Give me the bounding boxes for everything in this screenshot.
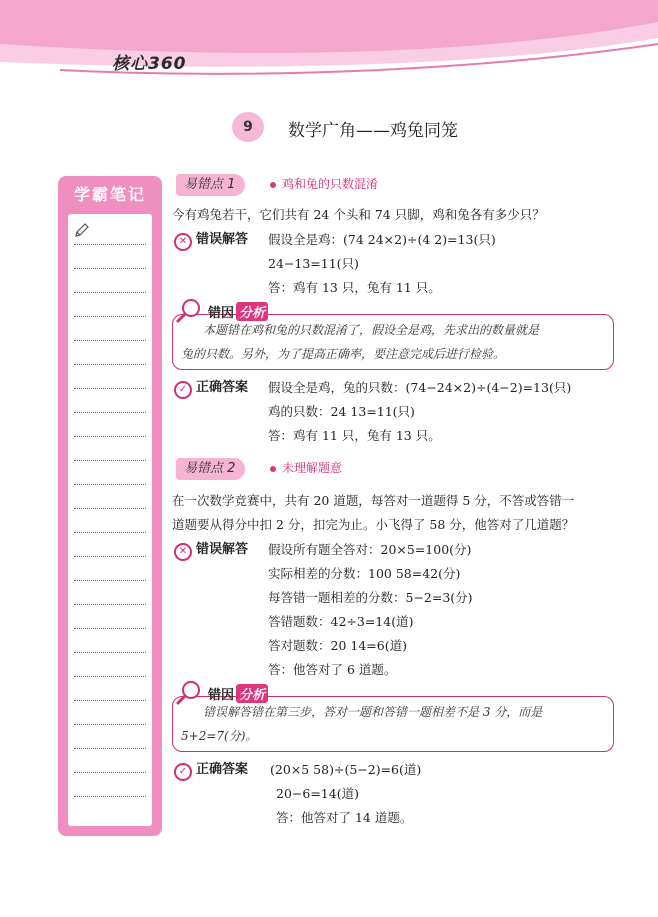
wrong-answer-line: 每答错一题相差的分数：5−2=3(分) [268,590,473,605]
notes-line [74,460,146,461]
notes-line [74,412,146,413]
notes-line [74,556,146,557]
error-point-tag: 易错点 2 [176,458,245,480]
correct-answer-line: 鸡的只数：24 13=11(只) [268,404,415,419]
wrong-answer-line: 答错题数：42÷3=14(道) [268,614,414,629]
cross-icon: ✕ [174,233,192,251]
correct-answer-line: 20−6=14(道) [276,786,359,801]
notes-sidebar [58,176,162,836]
notes-paper [68,214,152,826]
notes-line [74,436,146,437]
analysis-heading-highlight: 分析 [236,684,268,703]
notes-line [74,508,146,509]
correct-answer-label: 正确答案 [196,762,249,777]
analysis-line: 5+2=7(分)。 [181,729,258,743]
error-point-tag: 易错点 1 [176,174,245,196]
notes-line [74,724,146,725]
chapter-title: 数学广角——鸡兔同笼 [288,121,458,141]
error-analysis-box [172,696,614,752]
check-icon: ✓ [174,381,192,399]
notes-line [74,388,146,389]
question-text: 今有鸡兔若干，它们共有 24 个头和 74 只脚，鸡和兔各有多少只？ [172,207,545,222]
cross-icon: ✕ [174,543,192,561]
wrong-answer-line: 答：他答对了 6 道题。 [268,662,397,677]
wrong-answer-label: 错误解答 [196,232,249,247]
correct-answer-line: 答：鸡有 11 只，兔有 13 只。 [268,428,441,443]
notes-line [74,580,146,581]
page-header [0,0,658,88]
notes-line [74,676,146,677]
notes-line [74,340,146,341]
correct-answer-line: (20×5 58)÷(5−2)=6(道) [270,762,422,777]
question-text: 在一次数学竞赛中，共有 20 道题，每答对一道题得 5 分，不答或答错一 [172,493,575,508]
wrong-answer-line: 假设所有题全答对：20×5=100(分) [268,542,472,557]
pencil-icon [74,222,90,238]
notes-line [74,268,146,269]
magnifier-icon [176,680,204,706]
analysis-heading-text: 错因 [208,688,235,703]
notes-line [74,316,146,317]
notes-line [74,772,146,773]
wrong-answer-line: 假设全是鸡：(74 24×2)÷(4 2)=13(只) [268,232,496,247]
analysis-heading [208,684,268,703]
analysis-line: 兔的只数。另外，为了提高正确率，要注意完成后进行检验。 [181,347,506,361]
analysis-heading [208,302,268,321]
header-band [0,0,658,88]
correct-answer-label: 正确答案 [196,380,249,395]
error-point-1 [176,174,396,196]
wrong-answer-line: 答对题数：20 14=6(道) [268,638,407,653]
wrong-answer-line: 实际相差的分数：100 58=42(分) [268,566,461,581]
analysis-line: 本题错在鸡和兔的只数混淆了，假设全是鸡，先求出的数量就是 [203,323,540,337]
notes-line [74,604,146,605]
notes-line [74,652,146,653]
notes-line [74,364,146,365]
notes-title: 学霸笔记 [73,185,146,204]
chapter-number: 9 [232,112,264,142]
tag-dot [270,182,276,188]
notes-line [74,244,146,245]
notes-line [74,796,146,797]
notes-line [74,532,146,533]
error-point-subtitle: 未理解题意 [282,461,343,475]
notes-line [74,748,146,749]
notes-line [74,292,146,293]
analysis-heading-highlight: 分析 [236,302,268,321]
notes-line [74,700,146,701]
error-point-2 [176,458,396,480]
notes-line [74,484,146,485]
error-point-subtitle: 鸡和兔的只数混淆 [282,177,379,191]
wrong-answer-line: 答：鸡有 13 只，兔有 11 只。 [268,280,441,295]
tag-dot [270,466,276,472]
analysis-line: 错误解答错在第三步，答对一题和答错一题相差不是 3 分，而是 [203,705,543,719]
correct-answer-line: 答：他答对了 14 道题。 [276,810,413,825]
analysis-heading-text: 错因 [208,306,235,321]
correct-answer-line: 假设全是鸡，兔的只数：(74−24×2)÷(4−2)=13(只) [268,380,572,395]
error-analysis-box [172,314,614,370]
wrong-answer-label: 错误解答 [196,542,249,557]
brand-logo: 核心360 [112,54,187,74]
check-icon: ✓ [174,763,192,781]
wrong-answer-line: 24−13=11(只) [268,256,359,271]
notes-line [74,628,146,629]
question-text: 道题要从得分中扣 2 分，扣完为止。小飞得了 58 分，他答对了几道题？ [172,517,575,532]
magnifier-icon [176,298,204,324]
